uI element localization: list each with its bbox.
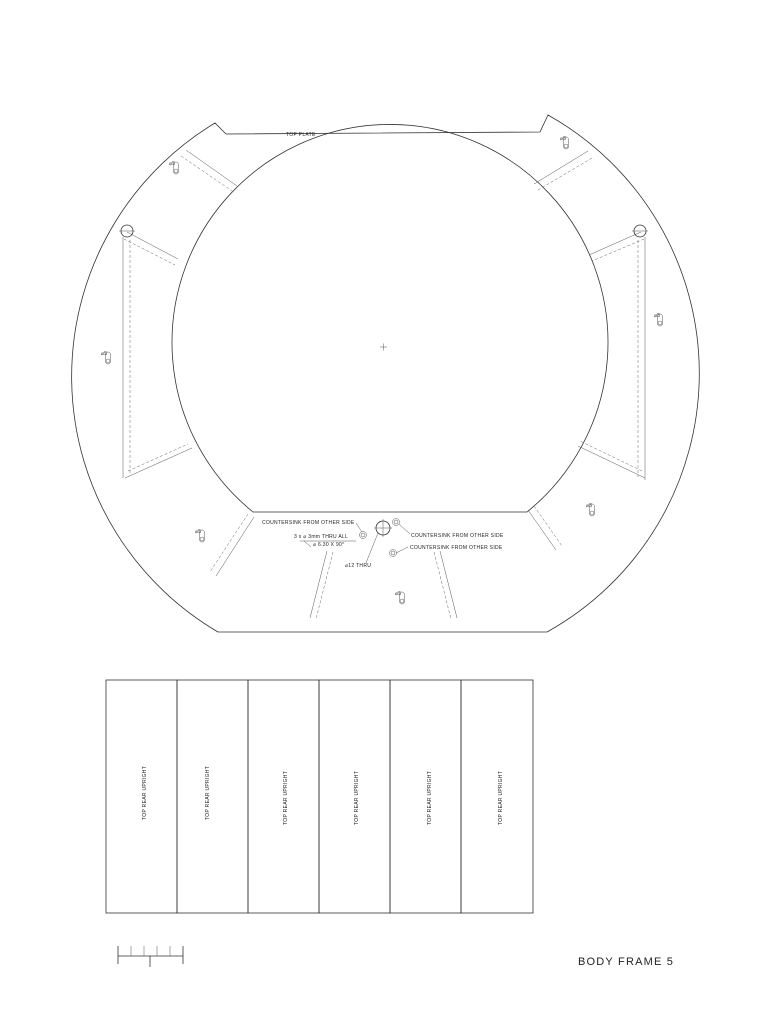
center-mark	[380, 344, 387, 351]
note-thru-hole: ⌀12 THRU	[345, 563, 372, 569]
strip-5-label: TOP REAR UPRIGHT	[427, 770, 433, 825]
countersink-hole-1	[393, 519, 400, 526]
strip-6	[461, 680, 533, 913]
strip-4-label: TOP REAR UPRIGHT	[354, 770, 360, 825]
plate-inner-contour	[172, 124, 608, 512]
strip-3-label: TOP REAR UPRIGHT	[283, 770, 289, 825]
slot-label: ⌀5	[560, 136, 567, 142]
strip-1-label: TOP REAR UPRIGHT	[142, 765, 148, 820]
note-hole-spec-1: 3 x ⌀ 3mm THRU ALL	[294, 534, 349, 540]
slot-label: ⌀5	[395, 591, 402, 597]
plate-outer-contour	[72, 115, 700, 632]
note-countersink-right-2: COUNTERSINK FROM OTHER SIDE	[410, 545, 503, 551]
upright-strips	[106, 680, 533, 913]
slot-features	[101, 136, 663, 604]
top-plate	[72, 115, 700, 632]
scale-bar	[118, 946, 183, 967]
strip-2-label: TOP REAR UPRIGHT	[205, 765, 211, 820]
strip-2	[177, 680, 248, 913]
slot-1	[169, 161, 179, 174]
plate-title: TOP PLATE	[286, 132, 316, 138]
note-countersink-left: COUNTERSINK FROM OTHER SIDE	[262, 520, 355, 526]
countersink-hole-2	[360, 532, 367, 539]
note-countersink-right-1: COUNTERSINK FROM OTHER SIDE	[411, 533, 504, 539]
slot-label: ⌀5	[654, 313, 661, 319]
strip-5	[390, 680, 461, 913]
drawing-title: BODY FRAME 5	[578, 956, 675, 968]
strip-6-label: TOP REAR UPRIGHT	[498, 770, 504, 825]
slot-7	[395, 591, 405, 604]
slot-3	[101, 351, 111, 364]
slot-label: ⌀5	[101, 351, 108, 357]
slot-2	[560, 136, 569, 149]
countersink-hole-3	[390, 550, 397, 557]
slot-5	[586, 503, 595, 516]
radial-divisions	[123, 150, 645, 619]
note-hole-spec-2: ⌀ 6.30 X 90°	[313, 542, 345, 548]
slot-6	[195, 529, 205, 542]
slot-label: ⌀5	[586, 503, 593, 509]
slot-label: ⌀5	[195, 529, 202, 535]
slot-label: ⌀5	[169, 161, 176, 167]
slot-4	[654, 313, 663, 326]
mounting-holes	[119, 225, 648, 237]
